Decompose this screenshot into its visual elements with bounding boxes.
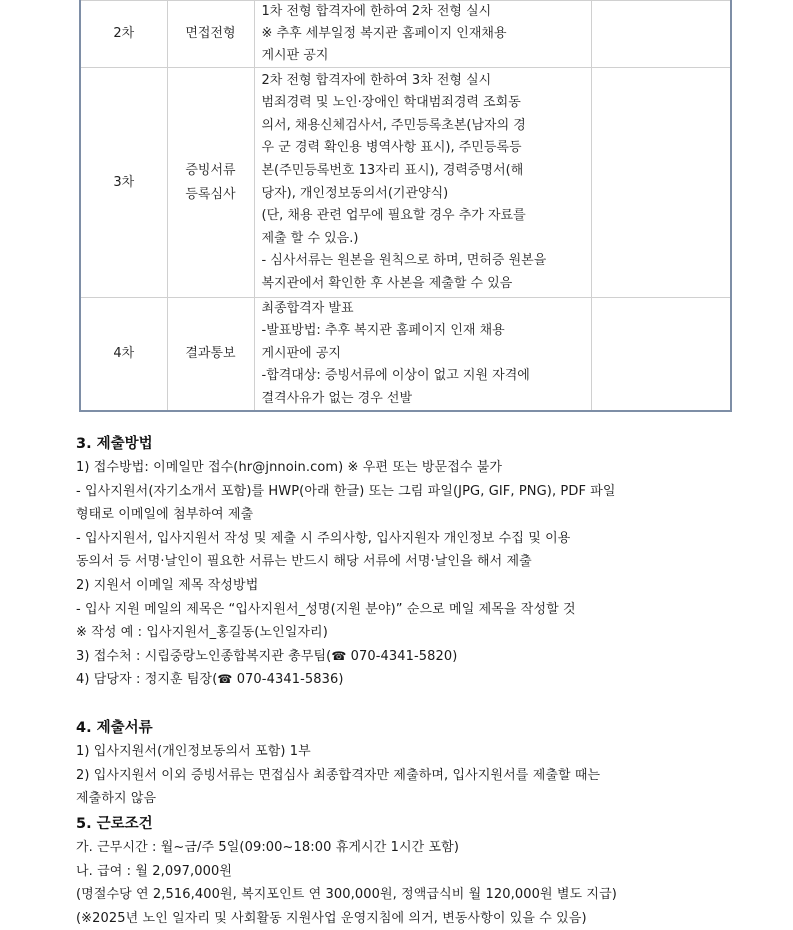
description-line: 게시판에 공지 (261, 345, 341, 361)
selection-process-table (79, 0, 732, 412)
required-documents-section (76, 716, 736, 811)
stage-type-cell (167, 298, 254, 412)
working-conditions-section (76, 812, 736, 930)
paragraph-line: - 입사지원서, 입사지원서 작성 및 제출 시 주의사항, 입사지원자 개인정보 수집 및 이용 (76, 530, 571, 546)
description-line: 의서, 채용신체검사서, 주민등록초본(남자의 경 (261, 117, 526, 133)
paragraph-line: 가. 근무시간 : 월~금/주 5일(09:00~18:00 휴게시간 1시간 포함) (76, 840, 460, 855)
empty-cell (591, 68, 731, 298)
paragraph-line: ※ 작성 예 : 입사지원서_홍길동(노인일자리) (76, 625, 328, 641)
manager-line (76, 668, 736, 692)
stage-type-line: 결과통보 (185, 346, 236, 362)
submission-method-section (76, 432, 736, 692)
description-line: 범죄경력 및 노인·장애인 학대범죄경력 조회동 (261, 95, 521, 111)
paragraph-line: 형태로 이메일에 첨부하여 제출 (76, 507, 254, 523)
empty-cell (591, 1, 731, 68)
paragraph-line: 1) 입사지원서(개인정보동의서 포함) 1부 (76, 744, 311, 759)
description-line: 우 군 경력 확인용 병역사항 표시), 주민등록등 (261, 140, 522, 156)
paragraph-line: 동의서 등 서명·날인이 필요한 서류는 반드시 해당 서류에 서명·날인을 해서 제출 (76, 554, 532, 570)
paragraph-line: 1) 접수방법: 이메일만 접수(hr@jnnoin.com) ※ 우편 또는 방문접수 불가 (76, 460, 503, 475)
paragraph-line: (※2025년 노인 일자리 및 사회활동 지원사업 운영지침에 의거, 변동사항이 있을 수 있음) (76, 910, 587, 926)
description-line: (단, 채용 관련 업무에 필요할 경우 추가 자료를 (261, 208, 526, 224)
description-line: 결격사유가 없는 경우 선발 (261, 390, 413, 406)
stage-type-line: 등록심사 (185, 186, 236, 202)
description-line: - 심사서류는 원본을 원칙으로 하며, 면허증 원본을 (261, 253, 547, 269)
description-line: 1차 전형 합격자에 한하여 2차 전형 실시 (261, 4, 492, 19)
section-title: 4. 제출서류 (76, 720, 153, 736)
description-line: 당자), 개인정보동의서(기관양식) (261, 185, 449, 201)
empty-cell (591, 298, 731, 412)
description-line: -합격대상: 증빙서류에 이상이 없고 지원 자격에 (261, 368, 530, 384)
table-row (80, 1, 731, 68)
table-row (80, 298, 731, 412)
description-line: -발표방법: 추후 복지관 홈페이지 인재 채용 (261, 323, 505, 339)
description-line: 제출 할 수 있음.) (261, 230, 359, 246)
paragraph-line: 2) 입사지원서 이외 증빙서류는 면접심사 최종합격자만 제출하며, 입사지원서를 제출할 때는 (76, 767, 601, 783)
paragraph-line: - 입사지원서(자기소개서 포함)를 HWP(아래 한글) 또는 그림 파일(JPG, GIF, PNG), PDF 파일 (76, 483, 616, 499)
contact-phone: 070-4341-5820) (350, 648, 458, 664)
contact-line (76, 645, 736, 669)
phone-icon: ☎ (217, 672, 233, 687)
description-line: 게시판 공지 (261, 48, 329, 63)
manager-phone: 070-4341-5836) (236, 672, 344, 688)
stage-description-cell (254, 68, 591, 298)
paragraph-line: - 입사 지원 메일의 제목은 “입사지원서_성명(지원 분야)” 순으로 메일 제목을 작성할 것 (76, 601, 576, 617)
table-row (80, 68, 731, 298)
stage-description-cell (254, 1, 591, 68)
phone-icon: ☎ (331, 648, 347, 663)
paragraph-line: 나. 급여 : 월 2,097,000원 (76, 863, 232, 879)
description-line: 최종합격자 발표 (261, 301, 354, 316)
contact-label: 3) 접수처 : 시립중랑노인종합복지관 총무팀( (76, 648, 332, 664)
step-cell: 3차 (80, 68, 167, 298)
section-title: 3. 제출방법 (76, 436, 153, 452)
paragraph-line: 제출하지 않음 (76, 791, 157, 807)
stage-description-cell (254, 298, 591, 412)
description-line: 2차 전형 합격자에 한하여 3차 전형 실시 (261, 72, 492, 88)
manager-label: 4) 담당자 : 정지훈 팀장( (76, 672, 218, 688)
step-cell: 4차 (80, 298, 167, 412)
paragraph-line: 2) 지원서 이메일 제목 작성방법 (76, 577, 259, 593)
paragraph-line: (명절수당 연 2,516,400원, 복지포인트 연 300,000원, 정액급식비 월 120,000원 별도 지급) (76, 887, 617, 903)
stage-type-line: 면접전형 (185, 26, 236, 41)
description-line: 복지관에서 확인한 후 사본을 제출할 수 있음 (261, 275, 513, 291)
section-title: 5. 근로조건 (76, 816, 153, 832)
description-line: ※ 추후 세부일정 복지관 홈페이지 인재채용 (261, 26, 507, 41)
stage-type-line: 증빙서류 (185, 162, 236, 178)
description-line: 본(주민등록번호 13자리 표시), 경력증명서(해 (261, 162, 524, 178)
stage-type-cell (167, 68, 254, 298)
step-cell: 2차 (80, 1, 167, 68)
stage-type-cell (167, 1, 254, 68)
